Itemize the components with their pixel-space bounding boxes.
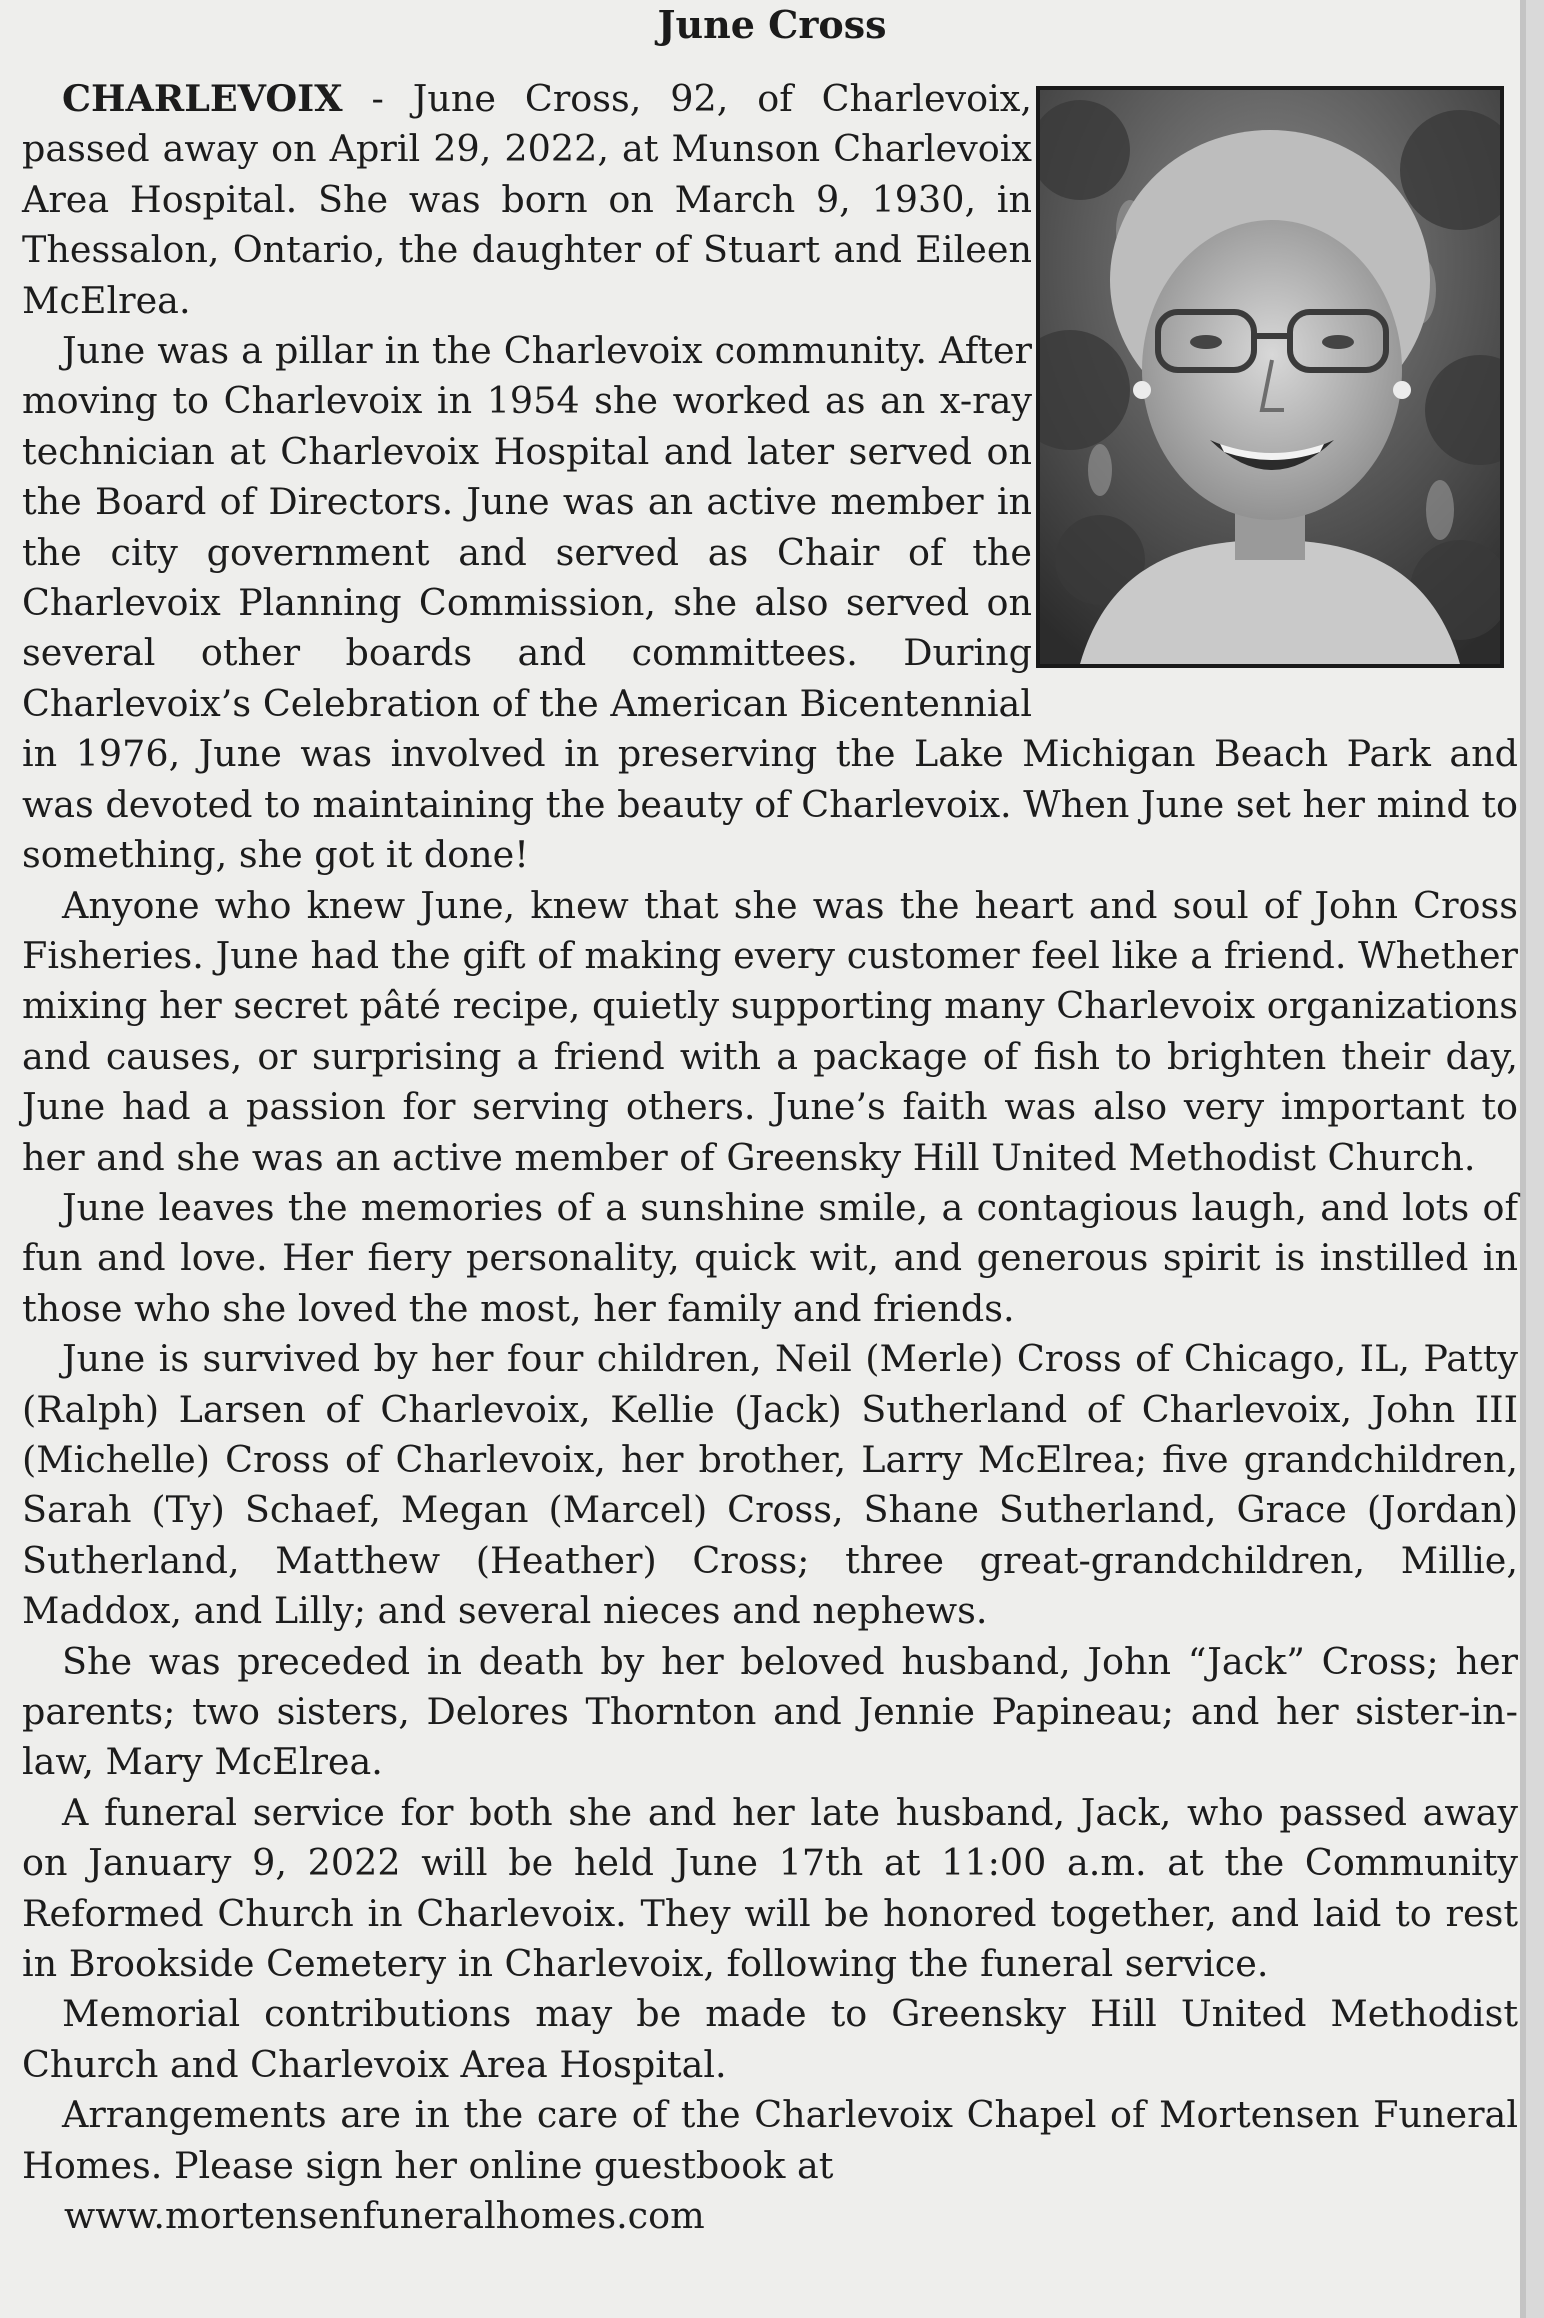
obituary-title: June Cross (657, 2, 887, 47)
paragraph: Arrangements are in the care of the Charlevoix Chapel of Mortensen Funeral Homes. Please sign her online guestbook at (22, 2093, 1518, 2187)
paragraph-text: - June Cross, 92, of Charlevoix, passed away on April 29, 2022, at Munson Charlevoix Area Hospital. She was born on March 9, 1930, in Thessalon, Ontario, the daughter of Stuart and Eileen McElrea. (22, 77, 1032, 322)
dateline: CHARLEVOIX (62, 77, 343, 120)
paragraph: June leaves the memories of a sunshine smile, a contagious laugh, and lots of fun and love. Her fiery personality, quick wit, and generous spirit is instilled in those who she loved the most, her family and friends. (22, 1185, 1518, 1330)
paragraph: June is survived by her four children, Neil (Merle) Cross of Chicago, IL, Patty (Ralph) Larsen of Charlevoix, Kellie (Jack) Sutherland of Charlevoix, John III (Michelle) Cross of Charlevoix, her brother, Larry McElrea; five grandchildren, Sarah (Ty) Schaef, Megan (Marcel) Cross, Shane Sutherland, Grace (Jordan) Sutherland, Matthew (Heather) Cross; three great-grandchildren, Millie, Maddox, and Lilly; and several nieces and nephews. (22, 1337, 1518, 1633)
paragraph: Memorial contributions may be made to Greensky Hill United Methodist Church and Charlevoix Area Hospital. (22, 1992, 1518, 2086)
photo-spacer (1032, 74, 1518, 684)
paragraph: She was preceded in death by her beloved husband, John “Jack” Cross; her parents; two sisters, Delores Thornton and Jennie Papineau; and her sister-in-law, Mary McElrea. (22, 1639, 1518, 1784)
paragraph: June was a pillar in the Charlevoix community. After moving to Charlevoix in 1954 she worked as an x-ray technician at Charlevoix Hospital and later served on the Board of Directors. June was an active member in the city government and served as Chair of the Charlevoix Planning Commission, she also served on several other boards and committees. During Charlevoix’s Celebration of the American Bicentennial in 1976, June was involved in preserving the Lake Michigan Beach Park and was devoted to maintaining the beauty of Charlevoix. When June set her mind to something, she got it done! (22, 329, 1519, 877)
paragraph: Anyone who knew June, knew that she was the heart and soul of John Cross Fisheries. June had the gift of making every customer feel like a friend. Whether mixing her secret pâté recipe, quietly supporting many Charlevoix organizations and causes, or surprising a friend with a package of fish to brighten their day, June had a passion for serving others. June’s faith was also very important to her and she was an active member of Greensky Hill United Methodist Church. (22, 883, 1518, 1179)
obituary-body (22, 74, 1518, 2241)
paragraph: A funeral service for both she and her late husband, Jack, who passed away on January 9, 2022 will be held June 17th at 11:00 a.m. at the Community Reformed Church in Charlevoix. They will be honored together, and laid to rest in Brookside Cemetery in Charlevoix, following the funeral service. (22, 1790, 1518, 1986)
guestbook-website: www.mortensenfuneralhomes.com (64, 2194, 705, 2238)
